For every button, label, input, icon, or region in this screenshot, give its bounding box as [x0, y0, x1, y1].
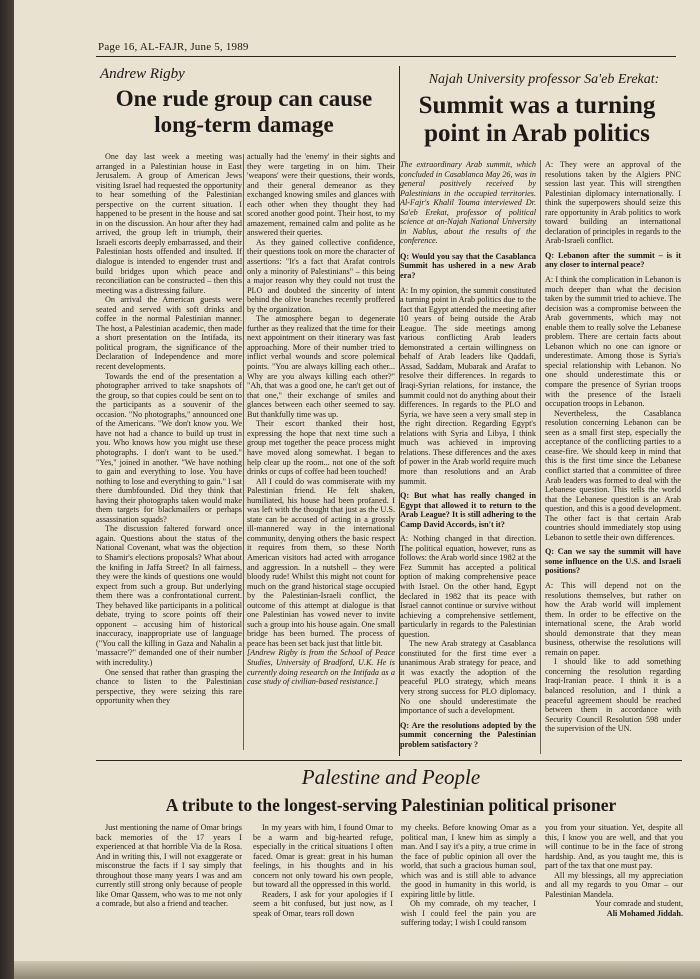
paragraph: Oh my comrade, oh my teacher, I wish I could feel the pain you are suffering today; I wish I could ransom [401, 899, 536, 928]
author-note: [Andrew Rigby is from the School of Peace Studies, University of Bradford, U.K. He is currently doing research on the Intifada as a case study of civilian-based resistance.] [247, 648, 395, 687]
paragraph: my cheeks. Before knowing Omar as a political man, I knew him as simply a man. And I say it's a pity, a true crime in the face of public opinion all over the world, that such a gracious human soul, which was and is still able to advance the good in humanity in this world, is expiring little by little. [401, 823, 536, 899]
bottom-headline: A tribute to the longest-serving Palestinian political prisoner [165, 795, 617, 815]
bottom-column-2 [253, 823, 393, 961]
answer: A: They were an approval of the resolutions taken by the Algiers PNC session last year. This will strengthen Palestinian diplomacy internationally. I think the superpowers should seize this rare opportunity in Arab politics to work toward building an international declaration of principles in regards to the Arab-Israeli conflict. [545, 160, 681, 246]
paragraph: One day last week a meeting was arranged in a Palestinian house in East Jerusalem. A group of American Jews visiting Israel had requested the opportunity to hear something of the Palestinian perspective on the current situation. I happened to be present in the house and sat in on the discussion. An hour after they had arrived, the group left in triumph, their Israeli escorts deeply embarrassed, and their Palestinian hosts offended and insulted. If dialogue is intended to engender trust and build bridges upon which peace and reconciliation can be constructed – then this meeting was a distressing failure. [96, 152, 242, 295]
question: Q: Lebanon after the summit – is it any closer to internal peace? [545, 250, 681, 270]
paragraph: One sensed that rather than grasping the chance to listen to the Palestinian perspective, they were seizing this rare opportunity when they [96, 667, 242, 706]
right-article-column-2 [545, 160, 681, 756]
bottom-column-1 [96, 823, 242, 961]
answer: A: This will depend not on the resolutions themselves, but rather on how the Arab world will implement them. In order to be effective on the international scene, the Arab world should demonstrate that they mean business, otherwise the resolutions will remain on paper. [545, 580, 681, 657]
answer: A: Nothing changed in that direction. The political equation, however, runs as follows: the Arab world since 1982 at the Fez Summit has accepted a political option of making comprehensive peace with Israel. On the other hand, Egypt declared in 1982 that its peace with Israel cannot continue or survive without achieving a comprehensive settlement, particularly in regards to the Palestinian question. [400, 534, 536, 639]
question: Q: Can we say the summit will have some influence on the U.S. and Israeli positions? [545, 547, 681, 576]
left-article-column-2 [247, 152, 395, 760]
left-headline: One rude group can cause long-term damage [115, 86, 373, 137]
question: Q: Would you say that the Casablanca Summit has ushered in a new Arab era? [400, 251, 536, 281]
right-kicker: Najah University professor Sa'eb Erekat: [428, 72, 660, 87]
question: Q: Are the resolutions adopted by the summit concerning the Palestinian problem satisfactory ? [400, 720, 536, 749]
paragraph: On arrival the American guests were seated and served with soft drinks and coffee in the normal Palestinian manner. The host, a Palestinian academic, then made a short presentation on the Intifada, its political program, the significance of the Declaration of Independence and more recent developments. [96, 295, 242, 372]
answer: A: I think the complication in Lebanon is much deeper than what the decision taken by the summit tried to achieve. The decision was a compromise between the Arab governments, which may not enable them to really solve the Lebanese problem. There are certain facts about Lebanon which no one can ignore or underestimate. Among those is Syria's special relationship with Lebanon. No one should underestimate this or compare the presence of Syrian troops with the presence of the Israeli occupation troops in Lebanon. [545, 275, 681, 409]
page-folio: Page 16, AL-FAJR, June 5, 1989 [98, 41, 249, 53]
top-rule [96, 56, 676, 57]
closing-line: Your comrade and student, [595, 899, 683, 909]
paragraph: Their escort thanked their host, expressing the hope that next time such a group met together the peace process might have moved along somewhat. I began to help clear up the room... not one of the soft drinks or cups of coffee had been touched! [247, 419, 395, 477]
column-divider [540, 160, 541, 754]
paragraph: Towards the end of the presentation a photographer arrived to take snapshots of the group, so that copies could be sent on to the participants as a souvenir of the occasion. "No photographs," announced one of the Americans. "We don't know you. We have not had a chance to build up trust in you. Who knows how you might use these photographs. I don't want to be used." "Yes," joined in another. "We have nothing to gain and everything to lose. You have nothing to lose and everything to gain." I sat there dumbfounded. Did they think that having their photographs taken would make them targets for blackmailers or perhaps assassination squads? [96, 371, 242, 524]
right-headline: Summit was a turning point in Arab politics [418, 92, 656, 147]
paragraph: As they gained collective confidence, their questions took on more the character of assertions: "It's a fact that Arafat controls only a minority of Palestinians" – this being a major reason why they could not trust the PLO and doubted the sincerity of intent behind the olive branches recently proffered by the organization. [247, 237, 395, 314]
bottom-column-3 [401, 823, 536, 961]
paragraph: All my blessings, all my appreciation and all my regards to you Omar – our Palestinian Mandela. [545, 870, 683, 899]
left-article-column-1 [96, 152, 242, 760]
page-bottom-edge [14, 961, 700, 979]
section-rule [96, 760, 682, 761]
paragraph: The new Arab strategy at Casablanca constituted for the first time ever a unanimous Arab strategy for peace, and it was exactly the adoption of the peaceful PLO strategy, which means very strong success for PLO diplomacy. No one should underestimate the importance of such a development. [400, 639, 536, 716]
bottom-kicker: Palestine and People [301, 765, 481, 789]
paragraph: Nevertheless, the Casablanca resolution concerning Lebanon can be seen as a small first step, especially the acceptance of the conflicting parties to a cease-fire. We should keep in mind that this is the first time since the Lebanese conflict started that a committee of three Arab leaders was formed to deal with the Lebanese question. This tells the world that the Lebanese question is an Arab question, and this is a good development. The other fact is that certain Arab countries should immediately stop using Lebanon to settle their own differences. [545, 408, 681, 542]
question: Q: But what has really changed in Egypt that allowed it to return to the Arab League? It is still adhering to the Camp David Accords, isn't it? [400, 491, 536, 529]
book-spine [0, 0, 14, 979]
column-divider [243, 154, 244, 750]
paragraph: The atmosphere began to degenerate further as they realized that the time for their next appointment on their itinerary was fast approaching. More of their number tried to inflict verbal wounds and score polemical points. "You are always killing each other... Why are you always killing each other?" "Ah, that was a good one, he can't get out of that one," their exchange of smiles and glances between each other seemed to say. But thankfully time was up. [247, 314, 395, 419]
paragraph: I should like to add something concerning the resolution regarding Iraqi-Iranian peace. I think it is a balanced resolution, and I think a peaceful agreement should be reached between them in accordance with Security Council Resolution 598 under the supervision of the UN. [545, 657, 681, 734]
answer: A: In my opinion, the summit constituted a turning point in Arab politics due to the fact that Egypt attended the meeting after 10 years of being outside the Arab League. The side meetings among various conflicting Arab leaders demonstrated a certain willingness on behalf of Arab leaders like Qaddafi, Assad, Saddam, Mubarak and Arafat to resolve their differences. In regards to Iraqi-Syrian relations, for instance, the summit could not do anything about their differences. In regards to the PLO and Syria, we have seen a very small step in the right direction. Regarding Egypt's relations with Syria and Libya, I think much was achieved in improving relations. These differences and the axes of power in the Arab world require much more than resolutions and an Arab summit. [400, 285, 536, 486]
paragraph: actually had the 'enemy' in their sights and they were targeting in on him. Their 'weapons' were their questions, their words, and their general demeanor as they exchanged knowing smiles and glances with each other when they thought they had scored another good point. Their host, to my amazement, remained calm and polite as he answered their queries. [247, 152, 395, 238]
paragraph: you from your situation. Yet, despite all this, I know you are well, and that you will continue to be in the face of strong hardship. And, as you taught me, this is part of the tax that one must pay. [545, 823, 683, 871]
paragraph: Just mentioning the name of Omar brings back memories of the 17 years I experienced at that horrible Via de la Rosa. And in writing this, I will not exaggerate or misconstrue the facts if I say simply that throughout those many years I was and am currently still strong only because of people like Omar Qassem, who was to me not only a comrade, but also a friend and teacher. [96, 823, 242, 909]
paragraph: In my years with him, I found Omar to be a warm and big-hearted refuge, especially in the critical situations I often faced. Omar is great: great in his human feelings, in his thoughts and in his concern not only toward his own people, but toward all the oppressed in this world. [253, 823, 393, 890]
paragraph: The discussion faltered forward once again. Questions about the status of the National Covenant, what was the objection to Shamir's elections proposals? What about the knifing in Jaffa Street? In all fairness, they were the kinds of questions one would expect from such a group. But underlying them there was a confrontational current. They behaved like participants in a political debate, trying to score points off their opponent – accusing him of historical inaccuracy, inappropriate use of language ("You call the killing in Gaza and Nahalin a 'massacre'?" demanded one of their number with incredulity.) [96, 524, 242, 667]
paragraph: Readers, I ask for your apologies if I seem a bit confused, but just now, as I speak of Omar, tears roll down [253, 889, 393, 918]
interview-intro: The extraordinary Arab summit, which concluded in Casablanca May 26, was in general positively received by Palestinians in the occupied territories. Al-Fajr's Khalil Touma interviewed Dr. Sa'eb Erekat, professor of political science at an-Najah National University in Nablus, about the results of the conference. [400, 160, 536, 246]
signature: Ali Mohamed Jiddah. [606, 908, 683, 918]
paragraph: All I could do was commiserate with my Palestinian friend. He felt shaken, humiliated, his house had been profaned. I was left with the thought that just as the U.S. state can be accused of acting in a grossly ill-mannered way in the international community, denying others the basic respect it requires from them, so these North American visitors had acted with arrogance and aggression. In a nutshell – they were bloody rude! Whilst this might not count for much on the grand historical stage occupied by the Palestinian-Israeli conflict, the outcome of this attempt at dialogue is that one Palestinian has vowed never to invite such a group into his house again. One small bridge has been burned. The process of peace has been set back just that little bit. [247, 476, 395, 648]
right-article-column-1 [400, 160, 536, 756]
bottom-column-4 [545, 823, 683, 961]
left-byline: Andrew Rigby [100, 66, 185, 82]
